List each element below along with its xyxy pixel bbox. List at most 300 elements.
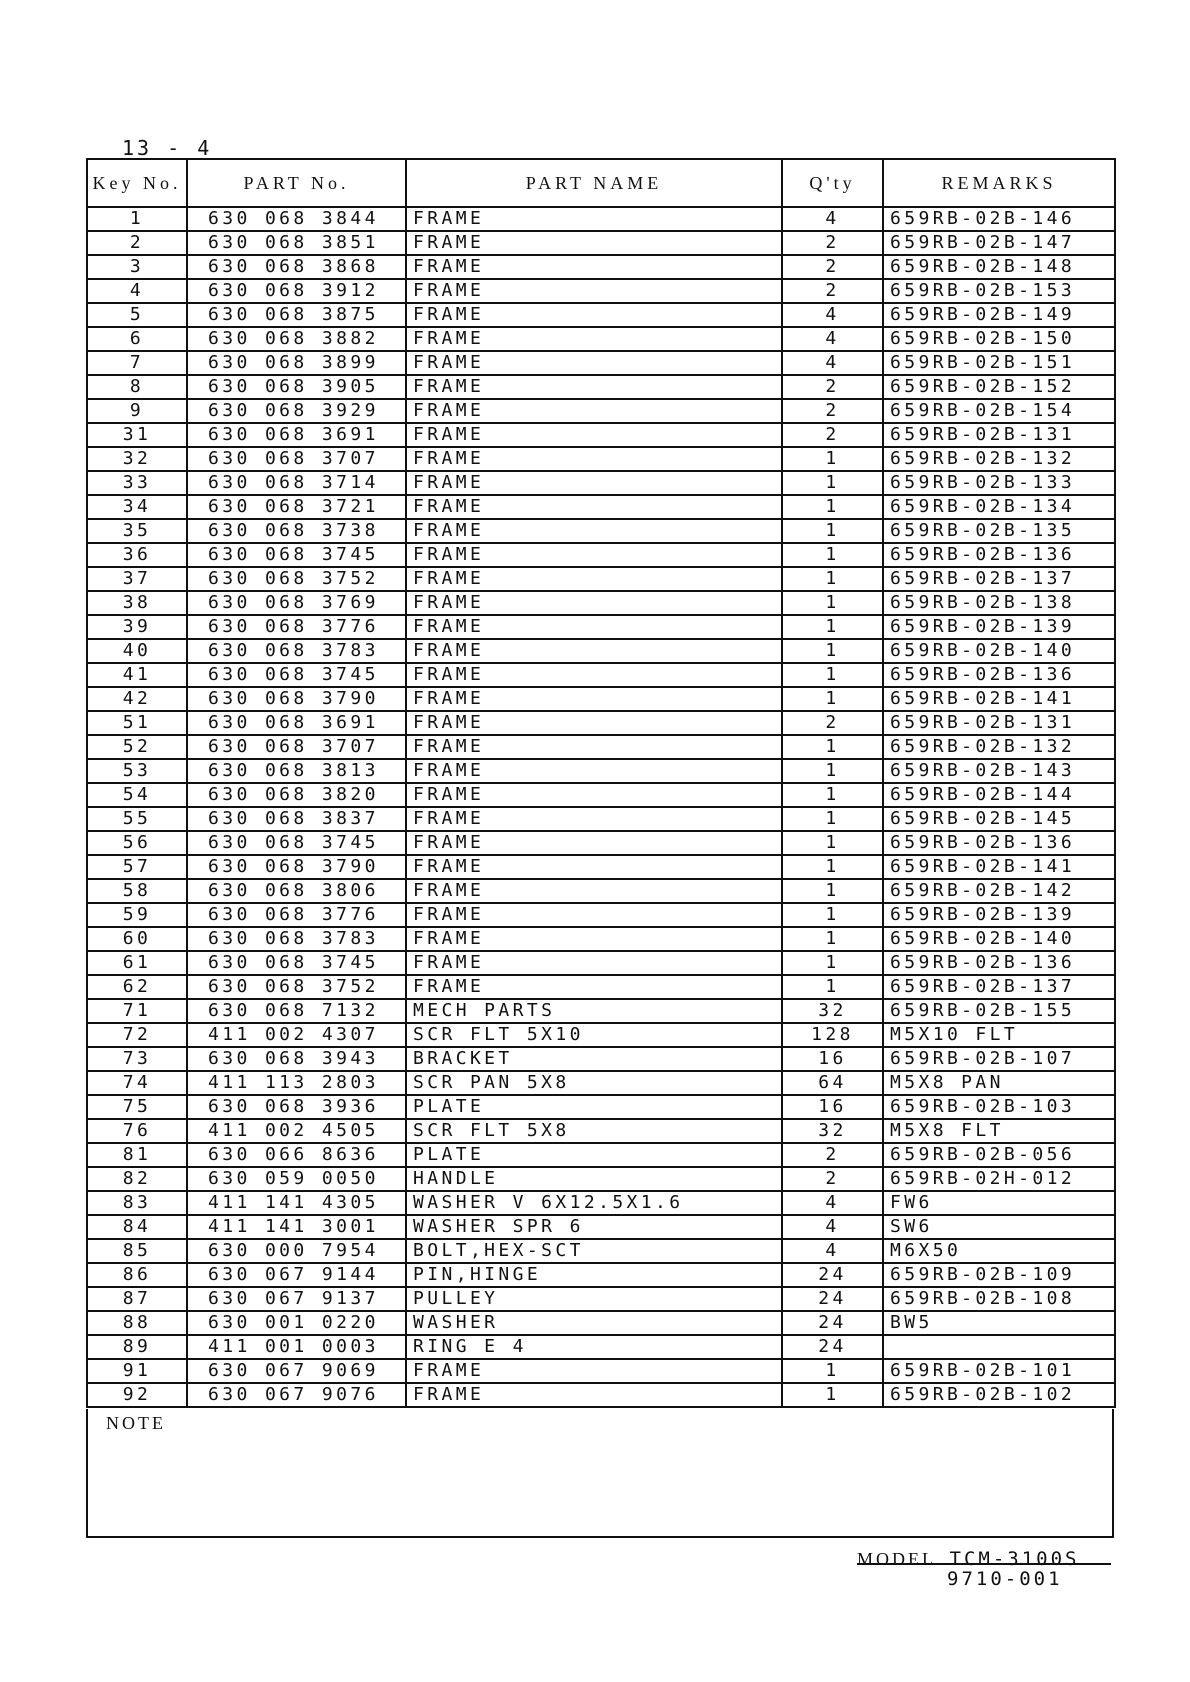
table-row (87, 1311, 1115, 1335)
remarks-cell: BW5 (883, 1311, 1115, 1335)
remarks-cell: 659RB-02B-137 (883, 567, 1115, 591)
key-no-cell: 84 (87, 1215, 187, 1239)
qty-cell: 4 (782, 1239, 883, 1263)
part-no-cell: 630 068 3714 (187, 471, 406, 495)
key-no-cell: 3 (87, 255, 187, 279)
part-name-cell: FRAME (406, 399, 782, 423)
part-no-cell: 630 067 9144 (187, 1263, 406, 1287)
table-row (87, 855, 1115, 879)
key-no-cell: 53 (87, 759, 187, 783)
header-key-no: Key No. (87, 159, 187, 207)
key-no-cell: 60 (87, 927, 187, 951)
part-no-cell: 630 068 3691 (187, 711, 406, 735)
remarks-cell: FW6 (883, 1191, 1115, 1215)
part-no-cell: 630 068 3745 (187, 951, 406, 975)
remarks-cell: 659RB-02B-136 (883, 831, 1115, 855)
part-no-cell: 630 068 3721 (187, 495, 406, 519)
key-no-cell: 1 (87, 207, 187, 231)
remarks-cell: 659RB-02B-148 (883, 255, 1115, 279)
remarks-cell: 659RB-02B-143 (883, 759, 1115, 783)
part-name-cell: FRAME (406, 831, 782, 855)
remarks-cell: 659RB-02B-150 (883, 327, 1115, 351)
key-no-cell: 58 (87, 879, 187, 903)
part-no-cell: 630 068 3752 (187, 567, 406, 591)
remarks-cell: 659RB-02B-135 (883, 519, 1115, 543)
remarks-cell: 659RB-02B-142 (883, 879, 1115, 903)
key-no-cell: 33 (87, 471, 187, 495)
part-name-cell: FRAME (406, 591, 782, 615)
qty-cell: 2 (782, 255, 883, 279)
table-row (87, 1071, 1115, 1095)
part-no-cell: 411 113 2803 (187, 1071, 406, 1095)
remarks-cell: 659RB-02B-056 (883, 1143, 1115, 1167)
part-no-cell: 630 068 3769 (187, 591, 406, 615)
remarks-cell: 659RB-02B-141 (883, 687, 1115, 711)
qty-cell: 2 (782, 711, 883, 735)
header-part-no: PART No. (187, 159, 406, 207)
qty-cell: 2 (782, 279, 883, 303)
remarks-cell: M5X8 FLT (883, 1119, 1115, 1143)
remarks-cell: 659RB-02B-137 (883, 975, 1115, 999)
part-no-cell: 630 068 3783 (187, 927, 406, 951)
part-name-cell: FRAME (406, 783, 782, 807)
key-no-cell: 37 (87, 567, 187, 591)
part-name-cell: FRAME (406, 975, 782, 999)
part-no-cell: 411 001 0003 (187, 1335, 406, 1359)
qty-cell: 1 (782, 855, 883, 879)
remarks-cell: 659RB-02B-141 (883, 855, 1115, 879)
qty-cell: 64 (782, 1071, 883, 1095)
table-row (87, 735, 1115, 759)
header-part-name: PART NAME (406, 159, 782, 207)
qty-cell: 1 (782, 879, 883, 903)
part-name-cell: SCR FLT 5X8 (406, 1119, 782, 1143)
qty-cell: 1 (782, 1359, 883, 1383)
model-value: TCM-3100S (949, 1548, 1080, 1570)
table-row (87, 663, 1115, 687)
part-name-cell: FRAME (406, 375, 782, 399)
part-name-cell: FRAME (406, 879, 782, 903)
table-row (87, 879, 1115, 903)
table-row (87, 1023, 1115, 1047)
key-no-cell: 61 (87, 951, 187, 975)
qty-cell: 32 (782, 1119, 883, 1143)
qty-cell: 24 (782, 1287, 883, 1311)
table-row (87, 1335, 1115, 1359)
key-no-cell: 4 (87, 279, 187, 303)
key-no-cell: 7 (87, 351, 187, 375)
table-row (87, 207, 1115, 231)
key-no-cell: 76 (87, 1119, 187, 1143)
key-no-cell: 31 (87, 423, 187, 447)
qty-cell: 1 (782, 567, 883, 591)
qty-cell: 2 (782, 231, 883, 255)
key-no-cell: 62 (87, 975, 187, 999)
part-no-cell: 630 068 3875 (187, 303, 406, 327)
part-no-cell: 630 068 3882 (187, 327, 406, 351)
key-no-cell: 42 (87, 687, 187, 711)
part-no-cell: 630 059 0050 (187, 1167, 406, 1191)
key-no-cell: 75 (87, 1095, 187, 1119)
part-name-cell: FRAME (406, 471, 782, 495)
qty-cell: 2 (782, 1167, 883, 1191)
remarks-cell: 659RB-02B-134 (883, 495, 1115, 519)
part-no-cell: 630 068 3745 (187, 831, 406, 855)
part-no-cell: 630 068 3868 (187, 255, 406, 279)
table-row (87, 1215, 1115, 1239)
remarks-cell: 659RB-02B-136 (883, 663, 1115, 687)
table-row (87, 975, 1115, 999)
qty-cell: 2 (782, 423, 883, 447)
qty-cell: 1 (782, 807, 883, 831)
part-no-cell: 630 068 3783 (187, 639, 406, 663)
part-no-cell: 630 068 3752 (187, 975, 406, 999)
model-block (857, 1548, 1079, 1570)
part-name-cell: FRAME (406, 951, 782, 975)
table-row (87, 471, 1115, 495)
remarks-cell: 659RB-02B-152 (883, 375, 1115, 399)
part-no-cell: 630 068 3905 (187, 375, 406, 399)
remarks-cell: 659RB-02B-147 (883, 231, 1115, 255)
remarks-cell: 659RB-02B-138 (883, 591, 1115, 615)
table-row (87, 567, 1115, 591)
key-no-cell: 51 (87, 711, 187, 735)
key-no-cell: 81 (87, 1143, 187, 1167)
part-name-cell: SCR PAN 5X8 (406, 1071, 782, 1095)
key-no-cell: 91 (87, 1359, 187, 1383)
part-name-cell: FRAME (406, 255, 782, 279)
qty-cell: 4 (782, 1191, 883, 1215)
part-name-cell: FRAME (406, 711, 782, 735)
key-no-cell: 73 (87, 1047, 187, 1071)
part-name-cell: FRAME (406, 207, 782, 231)
qty-cell: 1 (782, 1383, 883, 1407)
key-no-cell: 5 (87, 303, 187, 327)
qty-cell: 1 (782, 927, 883, 951)
key-no-cell: 34 (87, 495, 187, 519)
part-no-cell: 630 001 0220 (187, 1311, 406, 1335)
qty-cell: 1 (782, 903, 883, 927)
qty-cell: 1 (782, 951, 883, 975)
part-name-cell: FRAME (406, 519, 782, 543)
part-name-cell: WASHER (406, 1311, 782, 1335)
part-name-cell: FRAME (406, 639, 782, 663)
part-no-cell: 630 068 3776 (187, 615, 406, 639)
remarks-cell: 659RB-02B-153 (883, 279, 1115, 303)
qty-cell: 1 (782, 975, 883, 999)
qty-cell: 1 (782, 639, 883, 663)
remarks-cell: 659RB-02B-146 (883, 207, 1115, 231)
remarks-cell: 659RB-02H-012 (883, 1167, 1115, 1191)
qty-cell: 32 (782, 999, 883, 1023)
qty-cell: 1 (782, 495, 883, 519)
part-no-cell: 411 002 4505 (187, 1119, 406, 1143)
table-row (87, 1095, 1115, 1119)
qty-cell: 1 (782, 759, 883, 783)
qty-cell: 1 (782, 591, 883, 615)
part-name-cell: SCR FLT 5X10 (406, 1023, 782, 1047)
part-name-cell: FRAME (406, 543, 782, 567)
part-name-cell: FRAME (406, 735, 782, 759)
qty-cell: 1 (782, 543, 883, 567)
part-name-cell: BRACKET (406, 1047, 782, 1071)
part-no-cell: 630 068 3837 (187, 807, 406, 831)
qty-cell: 1 (782, 447, 883, 471)
qty-cell: 4 (782, 1215, 883, 1239)
key-no-cell: 85 (87, 1239, 187, 1263)
model-underline (857, 1563, 1111, 1565)
key-no-cell: 71 (87, 999, 187, 1023)
part-no-cell: 630 068 3745 (187, 543, 406, 567)
key-no-cell: 40 (87, 639, 187, 663)
part-name-cell: RING E 4 (406, 1335, 782, 1359)
part-no-cell: 630 068 3820 (187, 783, 406, 807)
qty-cell: 24 (782, 1311, 883, 1335)
part-name-cell: FRAME (406, 423, 782, 447)
part-name-cell: FRAME (406, 615, 782, 639)
qty-cell: 1 (782, 831, 883, 855)
remarks-cell: 659RB-02B-136 (883, 543, 1115, 567)
table-row (87, 687, 1115, 711)
key-no-cell: 52 (87, 735, 187, 759)
table-row (87, 1383, 1115, 1407)
part-name-cell: FRAME (406, 1383, 782, 1407)
part-name-cell: FRAME (406, 567, 782, 591)
key-no-cell: 59 (87, 903, 187, 927)
part-no-cell: 630 068 3936 (187, 1095, 406, 1119)
qty-cell: 1 (782, 615, 883, 639)
part-no-cell: 630 068 3806 (187, 879, 406, 903)
note-label: NOTE (106, 1413, 166, 1433)
table-row (87, 1191, 1115, 1215)
key-no-cell: 82 (87, 1167, 187, 1191)
part-name-cell: FRAME (406, 327, 782, 351)
part-no-cell: 630 000 7954 (187, 1239, 406, 1263)
table-row (87, 615, 1115, 639)
header-remarks: REMARKS (883, 159, 1115, 207)
remarks-cell: 659RB-02B-151 (883, 351, 1115, 375)
table-row (87, 231, 1115, 255)
model-label: MODEL. (857, 1549, 944, 1569)
part-no-cell: 630 068 3851 (187, 231, 406, 255)
part-name-cell: MECH PARTS (406, 999, 782, 1023)
table-row (87, 1167, 1115, 1191)
part-name-cell: HANDLE (406, 1167, 782, 1191)
remarks-cell: 659RB-02B-131 (883, 423, 1115, 447)
table-row (87, 783, 1115, 807)
qty-cell: 128 (782, 1023, 883, 1047)
remarks-cell: 659RB-02B-140 (883, 639, 1115, 663)
part-no-cell: 630 068 3813 (187, 759, 406, 783)
key-no-cell: 56 (87, 831, 187, 855)
table-row (87, 1143, 1115, 1167)
part-name-cell: WASHER V 6X12.5X1.6 (406, 1191, 782, 1215)
part-no-cell: 630 067 9069 (187, 1359, 406, 1383)
note-box (86, 1409, 1114, 1538)
part-no-cell: 630 067 9076 (187, 1383, 406, 1407)
qty-cell: 1 (782, 735, 883, 759)
key-no-cell: 86 (87, 1263, 187, 1287)
part-name-cell: FRAME (406, 903, 782, 927)
table-row (87, 927, 1115, 951)
remarks-cell: M5X8 PAN (883, 1071, 1115, 1095)
table-header-row (87, 159, 1115, 207)
table-row (87, 591, 1115, 615)
key-no-cell: 55 (87, 807, 187, 831)
qty-cell: 4 (782, 303, 883, 327)
table-row (87, 759, 1115, 783)
key-no-cell: 8 (87, 375, 187, 399)
page-number: 13 - 4 (122, 136, 213, 160)
remarks-cell: 659RB-02B-107 (883, 1047, 1115, 1071)
remarks-cell: 659RB-02B-108 (883, 1287, 1115, 1311)
part-name-cell: PIN,HINGE (406, 1263, 782, 1287)
part-name-cell: FRAME (406, 231, 782, 255)
key-no-cell: 38 (87, 591, 187, 615)
remarks-cell: SW6 (883, 1215, 1115, 1239)
part-name-cell: PLATE (406, 1143, 782, 1167)
table-row (87, 1239, 1115, 1263)
part-no-cell: 630 068 3929 (187, 399, 406, 423)
qty-cell: 16 (782, 1047, 883, 1071)
part-name-cell: FRAME (406, 759, 782, 783)
key-no-cell: 39 (87, 615, 187, 639)
part-no-cell: 630 068 7132 (187, 999, 406, 1023)
part-name-cell: FRAME (406, 495, 782, 519)
header-qty: Q'ty (782, 159, 883, 207)
part-name-cell: FRAME (406, 927, 782, 951)
part-no-cell: 630 068 3790 (187, 855, 406, 879)
key-no-cell: 72 (87, 1023, 187, 1047)
remarks-cell: 659RB-02B-103 (883, 1095, 1115, 1119)
remarks-cell: M6X50 (883, 1239, 1115, 1263)
qty-cell: 1 (782, 663, 883, 687)
remarks-cell: M5X10 FLT (883, 1023, 1115, 1047)
part-no-cell: 630 068 3790 (187, 687, 406, 711)
table-row (87, 1287, 1115, 1311)
part-no-cell: 630 068 3738 (187, 519, 406, 543)
table-row (87, 495, 1115, 519)
key-no-cell: 92 (87, 1383, 187, 1407)
part-name-cell: PLATE (406, 1095, 782, 1119)
part-no-cell: 630 066 8636 (187, 1143, 406, 1167)
table-row (87, 807, 1115, 831)
key-no-cell: 54 (87, 783, 187, 807)
part-name-cell: FRAME (406, 855, 782, 879)
table-row (87, 519, 1115, 543)
qty-cell: 4 (782, 207, 883, 231)
remarks-cell: 659RB-02B-155 (883, 999, 1115, 1023)
table-row (87, 375, 1115, 399)
qty-cell: 4 (782, 327, 883, 351)
part-no-cell: 411 141 4305 (187, 1191, 406, 1215)
part-no-cell: 630 068 3745 (187, 663, 406, 687)
part-name-cell: FRAME (406, 303, 782, 327)
part-name-cell: FRAME (406, 351, 782, 375)
part-no-cell: 630 068 3912 (187, 279, 406, 303)
remarks-cell: 659RB-02B-154 (883, 399, 1115, 423)
part-no-cell: 630 068 3844 (187, 207, 406, 231)
table-row (87, 951, 1115, 975)
part-no-cell: 630 067 9137 (187, 1287, 406, 1311)
remarks-cell: 659RB-02B-149 (883, 303, 1115, 327)
remarks-cell: 659RB-02B-133 (883, 471, 1115, 495)
part-name-cell: FRAME (406, 663, 782, 687)
part-no-cell: 630 068 3707 (187, 735, 406, 759)
table-row (87, 1119, 1115, 1143)
table-row (87, 1359, 1115, 1383)
qty-cell: 24 (782, 1335, 883, 1359)
document-code: 9710-001 (947, 1568, 1063, 1590)
remarks-cell: 659RB-02B-139 (883, 903, 1115, 927)
table-row (87, 1047, 1115, 1071)
remarks-cell: 659RB-02B-132 (883, 447, 1115, 471)
key-no-cell: 74 (87, 1071, 187, 1095)
table-row (87, 1263, 1115, 1287)
qty-cell: 2 (782, 375, 883, 399)
part-no-cell: 630 068 3776 (187, 903, 406, 927)
table-row (87, 711, 1115, 735)
part-name-cell: FRAME (406, 807, 782, 831)
table-row (87, 903, 1115, 927)
remarks-cell: 659RB-02B-131 (883, 711, 1115, 735)
table-row (87, 447, 1115, 471)
key-no-cell: 9 (87, 399, 187, 423)
key-no-cell: 41 (87, 663, 187, 687)
part-name-cell: FRAME (406, 687, 782, 711)
table-row (87, 543, 1115, 567)
qty-cell: 4 (782, 351, 883, 375)
key-no-cell: 35 (87, 519, 187, 543)
table-row (87, 351, 1115, 375)
part-name-cell: WASHER SPR 6 (406, 1215, 782, 1239)
part-name-cell: FRAME (406, 447, 782, 471)
remarks-cell: 659RB-02B-139 (883, 615, 1115, 639)
key-no-cell: 88 (87, 1311, 187, 1335)
part-no-cell: 411 141 3001 (187, 1215, 406, 1239)
part-name-cell: FRAME (406, 1359, 782, 1383)
parts-table (86, 158, 1116, 1408)
part-name-cell: BOLT,HEX-SCT (406, 1239, 782, 1263)
part-no-cell: 630 068 3707 (187, 447, 406, 471)
part-no-cell: 630 068 3899 (187, 351, 406, 375)
part-no-cell: 630 068 3691 (187, 423, 406, 447)
key-no-cell: 57 (87, 855, 187, 879)
key-no-cell: 89 (87, 1335, 187, 1359)
key-no-cell: 83 (87, 1191, 187, 1215)
remarks-cell: 659RB-02B-101 (883, 1359, 1115, 1383)
table-row (87, 831, 1115, 855)
key-no-cell: 32 (87, 447, 187, 471)
qty-cell: 1 (782, 519, 883, 543)
remarks-cell: 659RB-02B-145 (883, 807, 1115, 831)
table-row (87, 423, 1115, 447)
qty-cell: 24 (782, 1263, 883, 1287)
remarks-cell: 659RB-02B-132 (883, 735, 1115, 759)
part-name-cell: FRAME (406, 279, 782, 303)
remarks-cell (883, 1335, 1115, 1359)
table-row (87, 639, 1115, 663)
table-row (87, 399, 1115, 423)
remarks-cell: 659RB-02B-136 (883, 951, 1115, 975)
qty-cell: 1 (782, 471, 883, 495)
part-no-cell: 411 002 4307 (187, 1023, 406, 1047)
part-name-cell: PULLEY (406, 1287, 782, 1311)
qty-cell: 2 (782, 399, 883, 423)
table-row (87, 999, 1115, 1023)
qty-cell: 1 (782, 687, 883, 711)
key-no-cell: 6 (87, 327, 187, 351)
